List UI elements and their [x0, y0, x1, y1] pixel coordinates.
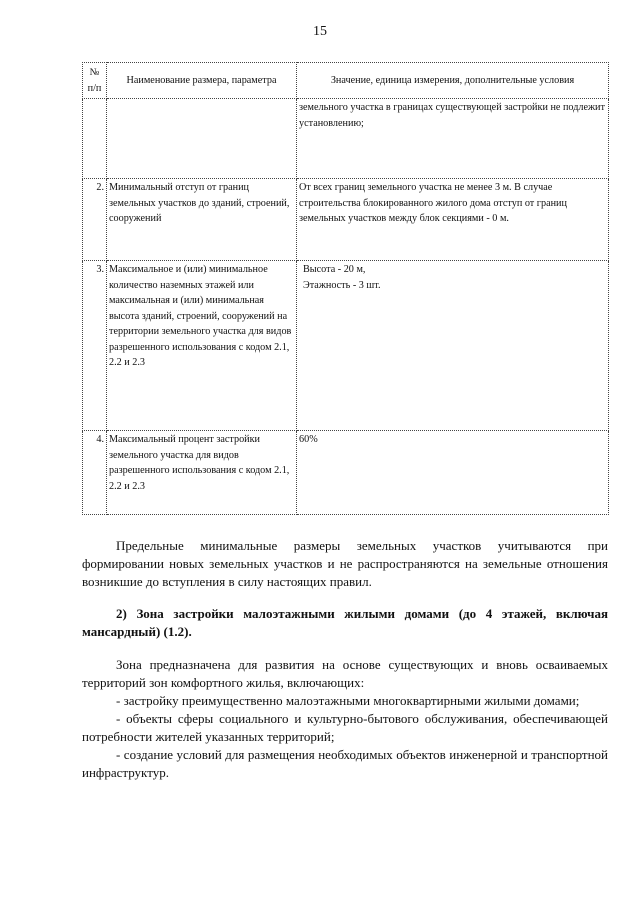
row-value: 60% — [297, 431, 609, 515]
table-header-row — [83, 63, 609, 99]
value-floors: Этажность - 3 шт. — [303, 279, 381, 291]
row-name: Максимальный процент застройки земельного участка для видов разрешенного использования с кодом 2.1, 2.2 и 2.3 — [107, 431, 297, 515]
zone-intro: Зона предназначена для развития на основе существующих и вновь осваиваемых территорий зон комфортного жилья, включающих: — [82, 657, 608, 690]
table-row — [83, 179, 609, 261]
zone-description — [82, 656, 608, 782]
list-item: - создание условий для размещения необходимых объектов инженерной и транспортной инфраструктур. — [82, 747, 608, 780]
row-name: Минимальный отступ от границ земельных участков до зданий, строений, сооружений — [107, 179, 297, 261]
row-num: 3. — [83, 261, 107, 431]
row-num — [83, 99, 107, 179]
row-value: земельного участка в границах существующей застройки не подлежит установлению; — [297, 99, 609, 179]
list-item: - застройку преимущественно малоэтажными многоквартирными жилыми домами; — [116, 693, 580, 708]
row-value: От всех границ земельного участка не менее 3 м. В случае строительства блокированного жилого дома отступ от границ земельных участков между блок секциями - 0 м. — [297, 179, 609, 261]
row-num: 2. — [83, 179, 107, 261]
table-row — [83, 261, 609, 431]
header-value: Значение, единица измерения, дополнительные условия — [297, 63, 609, 99]
row-num: 4. — [83, 431, 107, 515]
header-num: № п/п — [83, 63, 107, 99]
list-item: - объекты сферы социального и культурно-бытового обслуживания, обеспечивающей потребности жителей указанных территорий; — [82, 711, 608, 744]
parameters-table — [82, 62, 609, 515]
row-name — [107, 99, 297, 179]
section-heading: 2) Зона застройки малоэтажными жилыми домами (до 4 этажей, включая мансардный) (1.2). — [82, 606, 608, 639]
header-name: Наименование размера, параметра — [107, 63, 297, 99]
page-number: 15 — [313, 24, 327, 39]
table-row — [83, 431, 609, 515]
table-row — [83, 99, 609, 179]
value-height: Высота - 20 м, — [303, 264, 366, 275]
row-value — [297, 261, 609, 431]
paragraph-lot-sizes: Предельные минимальные размеры земельных участков учитываются при формировании новых земельных участков и не распространяются на земельные отношения возникшие до вступления в силу настоящих правил. — [82, 538, 608, 589]
row-name: Максимальное и (или) минимальное количество наземных этажей или максимальная и (или) минимальная высота зданий, строений, сооружений на территории земельного участка для видов разрешенного использования с кодом 2.1, 2.2 и 2.3 — [107, 261, 297, 431]
